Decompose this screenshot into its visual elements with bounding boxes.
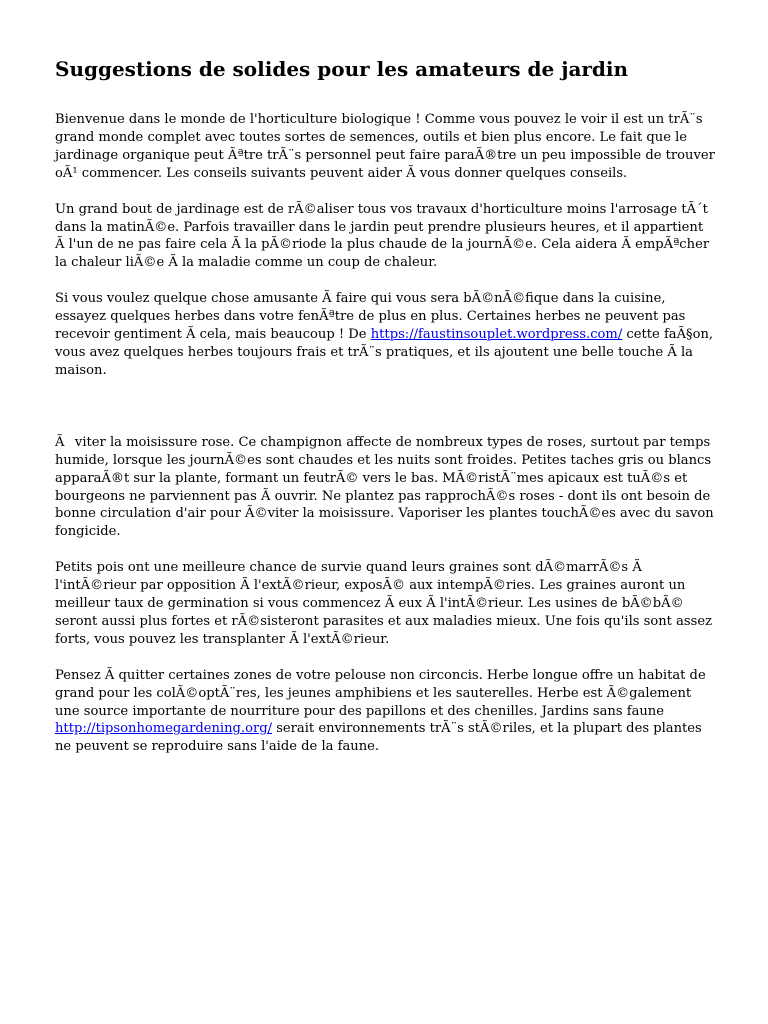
- tipsonhomegardening-link[interactable]: http://tipsonhomegardening.org/: [55, 721, 273, 737]
- paragraph-text: serait environnements trÃ¨s stÃ©riles, et la plupart des plantes ne peuvent se reproduire sans l'aide de la faune.: [55, 721, 702, 755]
- page-title: Suggestions de solides pour les amateurs de jardin: [55, 57, 629, 81]
- paragraph-mildew: Ãviter la moisissure rose. Ce champignon affecte de nombreux types de roses, surtout par temps humide, lorsque les journÃ©es sont chaudes et les nuits sont froides. Petites taches gris ou blancs apparaÃ®t sur la plante, formant un feutrÃ© vers le bas. MÃ©ristÃ¨mes apicaux est tuÃ©s et bourgeons ne parviennent pas Ã ouvrir. Ne plantez pas rapprochÃ©s roses - dont ils ont besoin de bonne circulation d'air pour Ã©viter la moisissure. Vaporiser les plantes touchÃ©es avec du savon fongicide.: [55, 434, 714, 540]
- paragraph-intro: Bienvenue dans le monde de l'horticulture biologique ! Comme vous pouvez le voir il est un trÃ¨s grand monde complet avec toutes sortes de semences, outils et bien plus encore. Le fait que le jardinage organique peut Ãªtre trÃ¨s personnel peut faire paraÃ®tre un peu impossible de trouver oÃ¹ commencer. Les conseils suivants peuvent aider Ã vous donner quelques conseils.: [55, 112, 715, 181]
- paragraph-watering: Un grand bout de jardinage est de rÃ©aliser tous vos travaux d'horticulture moins l'arrosage tÃ´t dans la matinÃ©e. Parfois travailler dans le jardin peut prendre plusieurs heures, et il appartient Ã l'un de ne pas faire cela Ã la pÃ©riode la plus chaude de la journÃ©e. Cela aidera Ã empÃªcher la chaleur liÃ©e Ã la maladie comme un coup de chaleur.: [55, 201, 710, 271]
- paragraph-lawn: [55, 667, 715, 757]
- paragraph-text: cette faÃ§on, vous avez quelques herbes toujours frais et trÃ¨s pratiques, et ils ajoutent une belle touche Ã la maison.: [55, 327, 714, 378]
- paragraph-herbs: [55, 290, 715, 380]
- document-page: [55, 54, 715, 756]
- paragraph-text: Pensez Ã quitter certaines zones de votre pelouse non circoncis. Herbe longue offre un habitat de grand pour les colÃ©optÃ¨res, les jeunes amphibiens et les sauterelles. Herbe est Ã©galement une source importante de nourriture pour des papillons et des chenilles. Jardins sans faune: [55, 667, 706, 719]
- paragraph-peas: Petits pois ont une meilleure chance de survie quand leurs graines sont dÃ©marrÃ©s Ã l'intÃ©rieur par opposition Ã l'extÃ©rieur, exposÃ© aux intempÃ©ries. Les graines auront un meilleur taux de germination si vous commencez Ã eux Ã l'intÃ©rieur. Les usines de bÃ©bÃ© seront aussi plus fortes et rÃ©sisteront parasites et aux maladies mieux. Une fois qu'ils sont assez forts, vous pouvez les transplanter Ã l'extÃ©rieur.: [55, 560, 713, 647]
- paragraph-text: Si vous voulez quelque chose amusante Ã faire qui vous sera bÃ©nÃ©fique dans la cuisine, essayez quelques herbes dans votre fenÃªtre de plus en plus. Certaines herbes ne peuvent pas recevoir gentiment Ã cela, mais beaucoup ! De: [55, 291, 686, 343]
- faustinsouplet-link[interactable]: https://faustinsouplet.wordpress.com/: [370, 327, 623, 343]
